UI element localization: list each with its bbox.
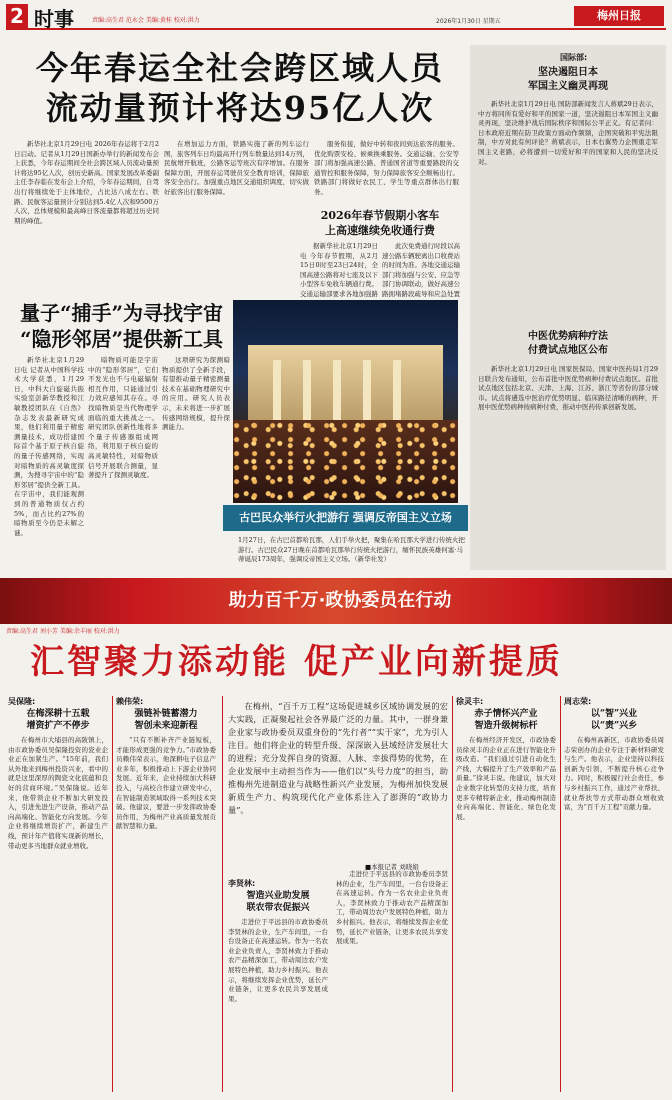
photo-title: 古巴民众举行火把游行 强调反帝国主义立场 <box>223 505 468 531</box>
story2-col3: 这项研究为探测暗物质提供了全新手段，有望推动量子精密测量技术在基础物理研究中的应用。研究人员表示，未来将进一步扩展传感网络规模，提升探测能力。 <box>162 356 230 432</box>
dateline: 2026年1月30日 星期五 <box>436 18 501 25</box>
col1-headline: 在梅深耕十五载 增资扩产不停步 <box>26 709 90 731</box>
news-brief-col2: 此次免费通行时段以高速公路车辆驶离出口收费站的时间为准。各地交通运输部门将加强与公安、应急等部门协调联动，做好高速公路拥堵路段疏导和应急处置 <box>382 242 460 298</box>
col5-headline: 赤子情怀兴产业 智造升级树标杆 <box>474 709 538 731</box>
main-story-col3: 服务衔接，做好中转和夜间到达旅客的服务。优化购票安检、候乘换乘服务。交通运输、公安等部门将加强高速公路、普通国省道等重要路段的交通管控和服务保障，努力保障旅客安全顺畅出行。铁路部门将做好农民工、学生等重点群体出行服务。 <box>314 140 459 196</box>
torch-crowd <box>233 420 458 503</box>
main-story-col2: 在增加运力方面，铁路实施了新的列车运行图，旅客列车日均最高开行列车数量达到14万列，民航增开航班，公路客运等班次有序增加。在服务保障方面，开展春运驾驶员安全教育培训，保障旅客安全出行。加强重点地区交通组织调度，切实做好旅客出行服务保障。 <box>164 140 309 196</box>
col1-text: 在梅州市大埔县的高陂镇上，由市政协委员吴保隆投资的瓷业企业正在加紧生产。“15年前，我们从外地来到梅州投资兴业，看中的就是这里深厚的陶瓷文化底蕴和良好的营商环境。”吴保隆说。近年来，他带领企业不断加大研发投入，引进先进生产设备，推动产品向高端化、智能化方向发展。今年企业将继续增资扩产，新建生产线，预计年产值将实现新的增长，带动更多当地群众就业增收。 <box>8 736 108 850</box>
story2-col2: 暗物质可能是宇宙中的“隐形邻居”，它们不发光也不与电磁辐射相互作用，只能通过引力效应感知其存在。寻找暗物质是当代物理学面临的重大挑战之一。研究团队创新性地将多个量子传感器组成网络，利用原子核自旋的高灵敏特性，对暗物质信号开展联合测量，显著提升了探测灵敏度。 <box>88 356 158 480</box>
col6-text: 在梅州高新区，市政协委员周志荣创办的企业专注于新材料研发与生产。他表示，企业坚持以科技创新为引领，不断提升核心竞争力。同时，积极履行社会责任，参与乡村振兴工作，通过产业帮扶、就业帮扶等方式带动群众增收致富，为“百千万工程”贡献力量。 <box>564 736 664 812</box>
medical-news-text: 新华社北京1月29日电 国家医保局、国家中医药局1月29日联合发布通知，公布首批中医优势病种付费试点地区。首批试点地区包括北京、天津、上海、江苏、浙江等省份的部分城市。试点将遴选中医治疗优势明显、临床路径清晰的病种，开展中医优势病种按病种付费，推动中医药传承创新发展。 <box>478 365 658 412</box>
editors-credit: 责编:高生君 范永会 美编:黄桂 校对:洪力 <box>92 17 200 24</box>
banner-editors: 责编:高生君 刘小芳 美编:余丰丽 校对:洪力 <box>6 628 120 635</box>
main-headline <box>20 48 460 128</box>
section-title: 时事 <box>34 7 74 31</box>
page-number: 2 <box>6 4 28 28</box>
building-column <box>273 360 281 425</box>
col4-text: 走进位于平远县的市政协委员李贤林的企业，生产车间里，一台台设备正在高速运转。作为一名农业企业负责人，李贤林致力于推动农产品精深加工，带动周边农户发展特色种植，助力乡村振兴。他表示，将继续发挥企业优势，延长产业链条，让更多农民共享发展成果。 <box>228 918 328 1003</box>
banner-title: 助力百千万·政协委员在行动 <box>228 590 452 611</box>
medical-news-headline: 中医优势病种疗法 付费试点地区公布 <box>528 331 608 356</box>
commentary-headline: 坚决遏阻日本 军国主义幽灵再现 <box>528 67 608 92</box>
news-brief-headline: 2026年春节假期小客车 上高速继续免收通行费 <box>320 209 440 237</box>
building-column <box>303 360 311 425</box>
col6-author: 周志荣: <box>564 697 592 706</box>
feature-reporter: ■本报记者 刘晓娟 <box>365 863 419 871</box>
feature-intro: 在梅州，“百千万工程”这场促进城乡区域协调发展的宏大实践，正凝聚起社会各界最广泛的力量。其中，一群身兼企业家与政协委员双重身份的“先行者”“实干家”，尤为引人注目。他们将企业的转型升级、深深嵌入县域经济发展壮大的进程；充分发挥自身的资源、人脉、幸拔得势的优势，在企业发展中主动担当作为——他们以“头号力度”的担当，助推梅州先进制造业与战略性新兴产业发展，为梅州加快发展新质生产力、构筑现代化产业体系注入了澎湃的“政协力量”。 <box>228 701 448 815</box>
col4-author: 李贤林: <box>228 879 256 888</box>
col4-text-continued: 走进位于平远县的市政协委员李贤林的企业，生产车间里，一台台设备正在高速运转。作为一名农业企业负责人，李贤林致力于推动农产品精深加工，带动周边农户发展特色种植，助力乡村振兴。他表示，将继续发挥企业优势，延长产业链条，让更多农民共享发展成果。 <box>336 870 448 946</box>
masthead <box>6 4 666 30</box>
torch-parade-photo <box>233 300 458 503</box>
story2-col1: 新华社北京1月29日电 记者从中国科学技术大学获悉，1月29日，中科大自旋磁共振实验室彭新华教授和江敏教授团队在《自然》杂志发表最新研究成果，他们利用量子精密测量技术，成功搭建国际首个基于原子核自旋的量子传感网络，实现对暗物质的高灵敏度探测，为搜寻宇宙中的“隐形邻居”提供全新工具。在宇宙中，我们能观测到的普通物质仅占约5%，而占比约27%的暗物质至今仍是未解之谜。 <box>14 356 84 537</box>
news-brief-col1: 据新华社北京1月29日电 今年春节假期，从2月15日0时至23日24时，全国高速公路将对七座及以下小型客车免收车辆通行费。交通运输部要求各地加强路 <box>300 242 378 298</box>
column-rule <box>222 696 223 1092</box>
col2-headline: 强链补链蓄潜力 智创未来迎新程 <box>134 709 198 731</box>
col5-text: 在梅州经济开发区，市政协委员徐灵丰的企业正在进行智能化升级改造。“我们通过引进自动化生产线，大幅提升了生产效率和产品质量。”徐灵丰说。他建议，加大对企业数字化转型的支持力度，培育更多专精特新企业，推动梅州制造业向高端化、智能化、绿色化发展。 <box>456 736 556 821</box>
main-headline-line1: 今年春运全社会跨区域人员 <box>35 49 444 87</box>
feature-headline: 汇智聚力添动能 促产业向新提质 <box>30 642 563 682</box>
col2-author: 赖伟荣: <box>116 697 144 706</box>
sidebar-label: 国际部: <box>560 53 588 62</box>
story2-headline: 量子“捕手”为寻找宇宙 “隐形邻居”提供新工具 <box>19 301 223 351</box>
column-rule <box>560 696 561 1092</box>
col2-text: “只有不断补齐产业链短板，才能形成更强的竞争力。”市政协委员赖伟荣表示，他深耕电子信息产业多年，积极推动上下游企业协同发展。近年来，企业持续加大科研投入，与高校合作建立研发中心，在智能制造领域取得一系列技术突破。他建议，要进一步发挥政协委员作用，为梅州产业高质量发展贡献智慧和力量。 <box>116 736 216 831</box>
col6-headline: 以“智”兴业 以“责”兴乡 <box>590 709 638 731</box>
col1-author: 吴保隆: <box>8 697 36 706</box>
col4-headline: 智造兴业助发展 联农带农促振兴 <box>246 891 310 913</box>
column-rule <box>452 696 453 1092</box>
main-headline-line2: 流动量预计将达95亿人次 <box>45 89 435 127</box>
newspaper-logo: 梅州日报 <box>574 6 664 26</box>
building-column <box>363 360 371 425</box>
column-rule <box>112 696 113 1092</box>
main-story-col1: 新华社北京1月29日电 2026年春运将于2月2日启动。记者从1月29日国新办举行的新闻发布会上获悉，今年春运期间全社会跨区域人员流动量预计将达95亿人次，创历史新高。国家发展改革委副主任李春临在发布会上介绍，今年春运期间，自驾出行将继续处于主体地位，占比达八成左右。铁路、民航客运量预计分别达到5.4亿人次和9500万人次，总体规模和最高峰日客流量都将超过历史同期的峰值。 <box>14 140 159 225</box>
commentary-text: 新华社北京1月29日电 国防部新闻发言人蒋斌29日表示，中方将同所有爱好和平的国家一道，坚决遏阻日本军国主义幽灵再现，坚决维护战后国际秩序和国际公平正义。有记者问：日本政府近期在防卫政策方面动作频频，企图突破和平宪法限制，中方对此有何评论？蒋斌表示，日本右翼势力企图重走军国主义老路，必将遭到一切爱好和平的国家和人民的坚决反对。 <box>478 100 658 166</box>
building-column <box>393 360 401 425</box>
photo-caption: 1月27日，在古巴首都哈瓦那，人们手举火把，聚集在哈瓦那大学进行传统火把游行。古巴民众27日晚在首都哈瓦那举行传统火把游行，缅怀民族英雄何塞·马蒂诞辰173周年，强调反帝国主义立场。（新华社发） <box>238 536 465 563</box>
col5-author: 徐灵丰: <box>456 697 484 706</box>
building-column <box>333 360 341 425</box>
